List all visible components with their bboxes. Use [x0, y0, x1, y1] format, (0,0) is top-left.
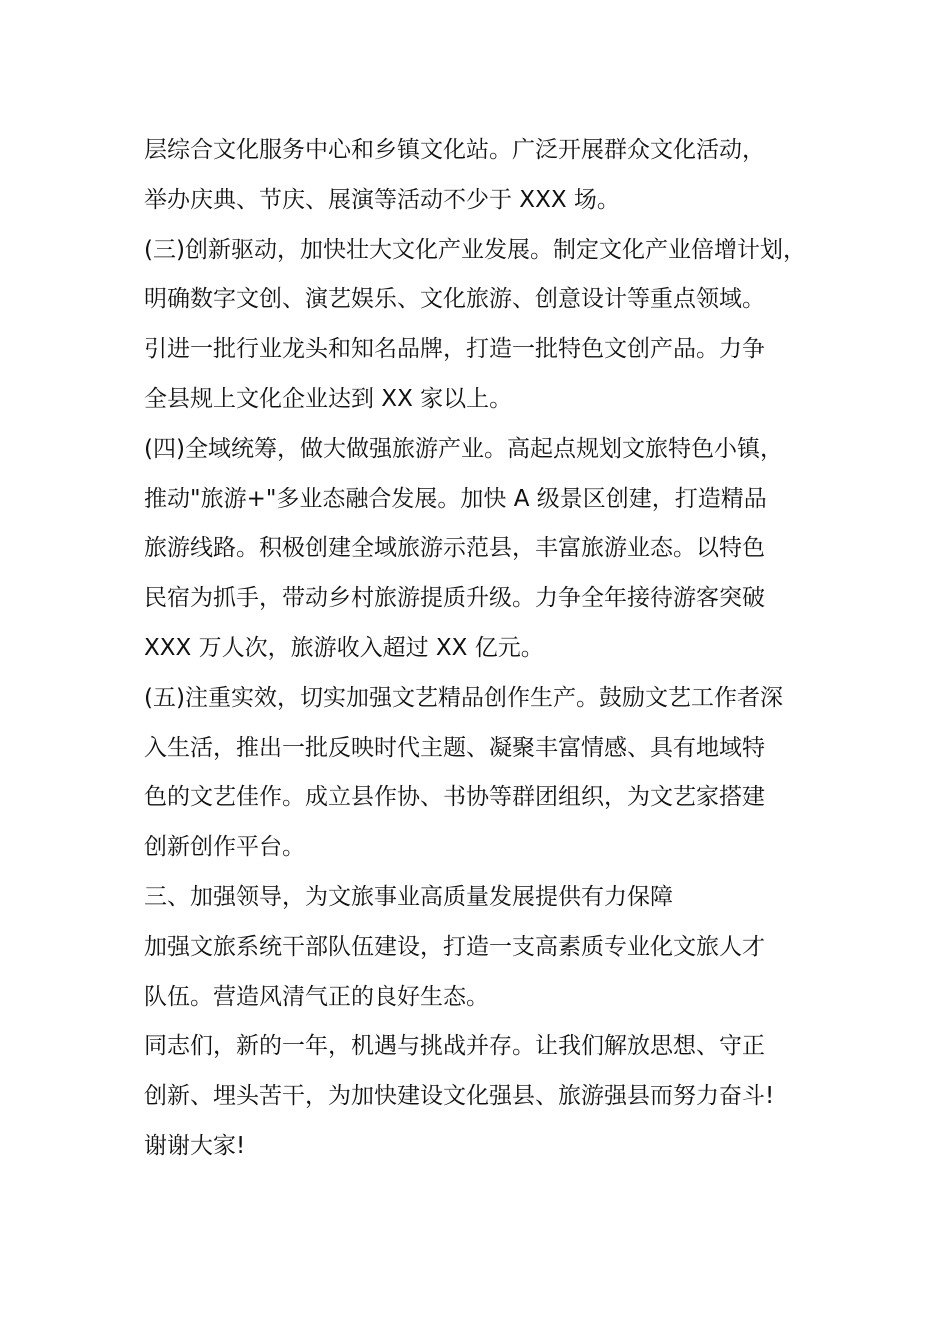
text-line: (四)全域统筹，做大做强旅游产业。高起点规划文旅特色小镇， [144, 435, 783, 462]
text-line: 全县规上文化企业达到 XX 家以上。 [144, 385, 513, 412]
text-line: 民宿为抓手，带动乡村旅游提质升级。力争全年接待游客突破 [144, 585, 765, 612]
document-body [144, 126, 824, 1172]
text-line: 明确数字文创、演艺娱乐、文化旅游、创意设计等重点领域。 [144, 286, 765, 313]
text-line: 入生活，推出一批反映时代主题、凝聚丰富情感、具有地域特 [144, 734, 765, 761]
text-line: 谢谢大家! [144, 1132, 246, 1159]
text-line: 举办庆典、节庆、展演等活动不少于 XXX 场。 [144, 186, 620, 213]
text-line: (五)注重实效，切实加强文艺精品创作生产。鼓励文艺工作者深 [144, 684, 783, 711]
text-line: 队伍。营造风清气正的良好生态。 [144, 983, 489, 1010]
text-line: 色的文艺佳作。成立县作协、书协等群团组织，为文艺家搭建 [144, 784, 765, 811]
text-line: (三)创新驱动，加快壮大文化产业发展。制定文化产业倍增计划， [144, 236, 806, 263]
section-heading: 三、加强领导，为文旅事业高质量发展提供有力保障 [144, 883, 673, 910]
text-line: 引进一批行业龙头和知名品牌，打造一批特色文创产品。力争 [144, 336, 765, 363]
text-line: 推动"旅游+"多业态融合发展。加快 A 级景区创建，打造精品 [144, 485, 767, 512]
text-line: 创新创作平台。 [144, 834, 305, 861]
text-line: 同志们，新的一年，机遇与挑战并存。让我们解放思想、守正 [144, 1033, 765, 1060]
text-line: 旅游线路。积极创建全域旅游示范县，丰富旅游业态。以特色 [144, 535, 765, 562]
text-line: XXX 万人次，旅游收入超过 XX 亿元。 [144, 634, 544, 661]
text-line: 层综合文化服务中心和乡镇文化站。广泛开展群众文化活动， [144, 137, 765, 163]
text-line: 创新、埋头苦干，为加快建设文化强县、旅游强县而努力奋斗! [144, 1083, 775, 1110]
text-line: 加强文旅系统干部队伍建设，打造一支高素质专业化文旅人才 [144, 933, 765, 960]
